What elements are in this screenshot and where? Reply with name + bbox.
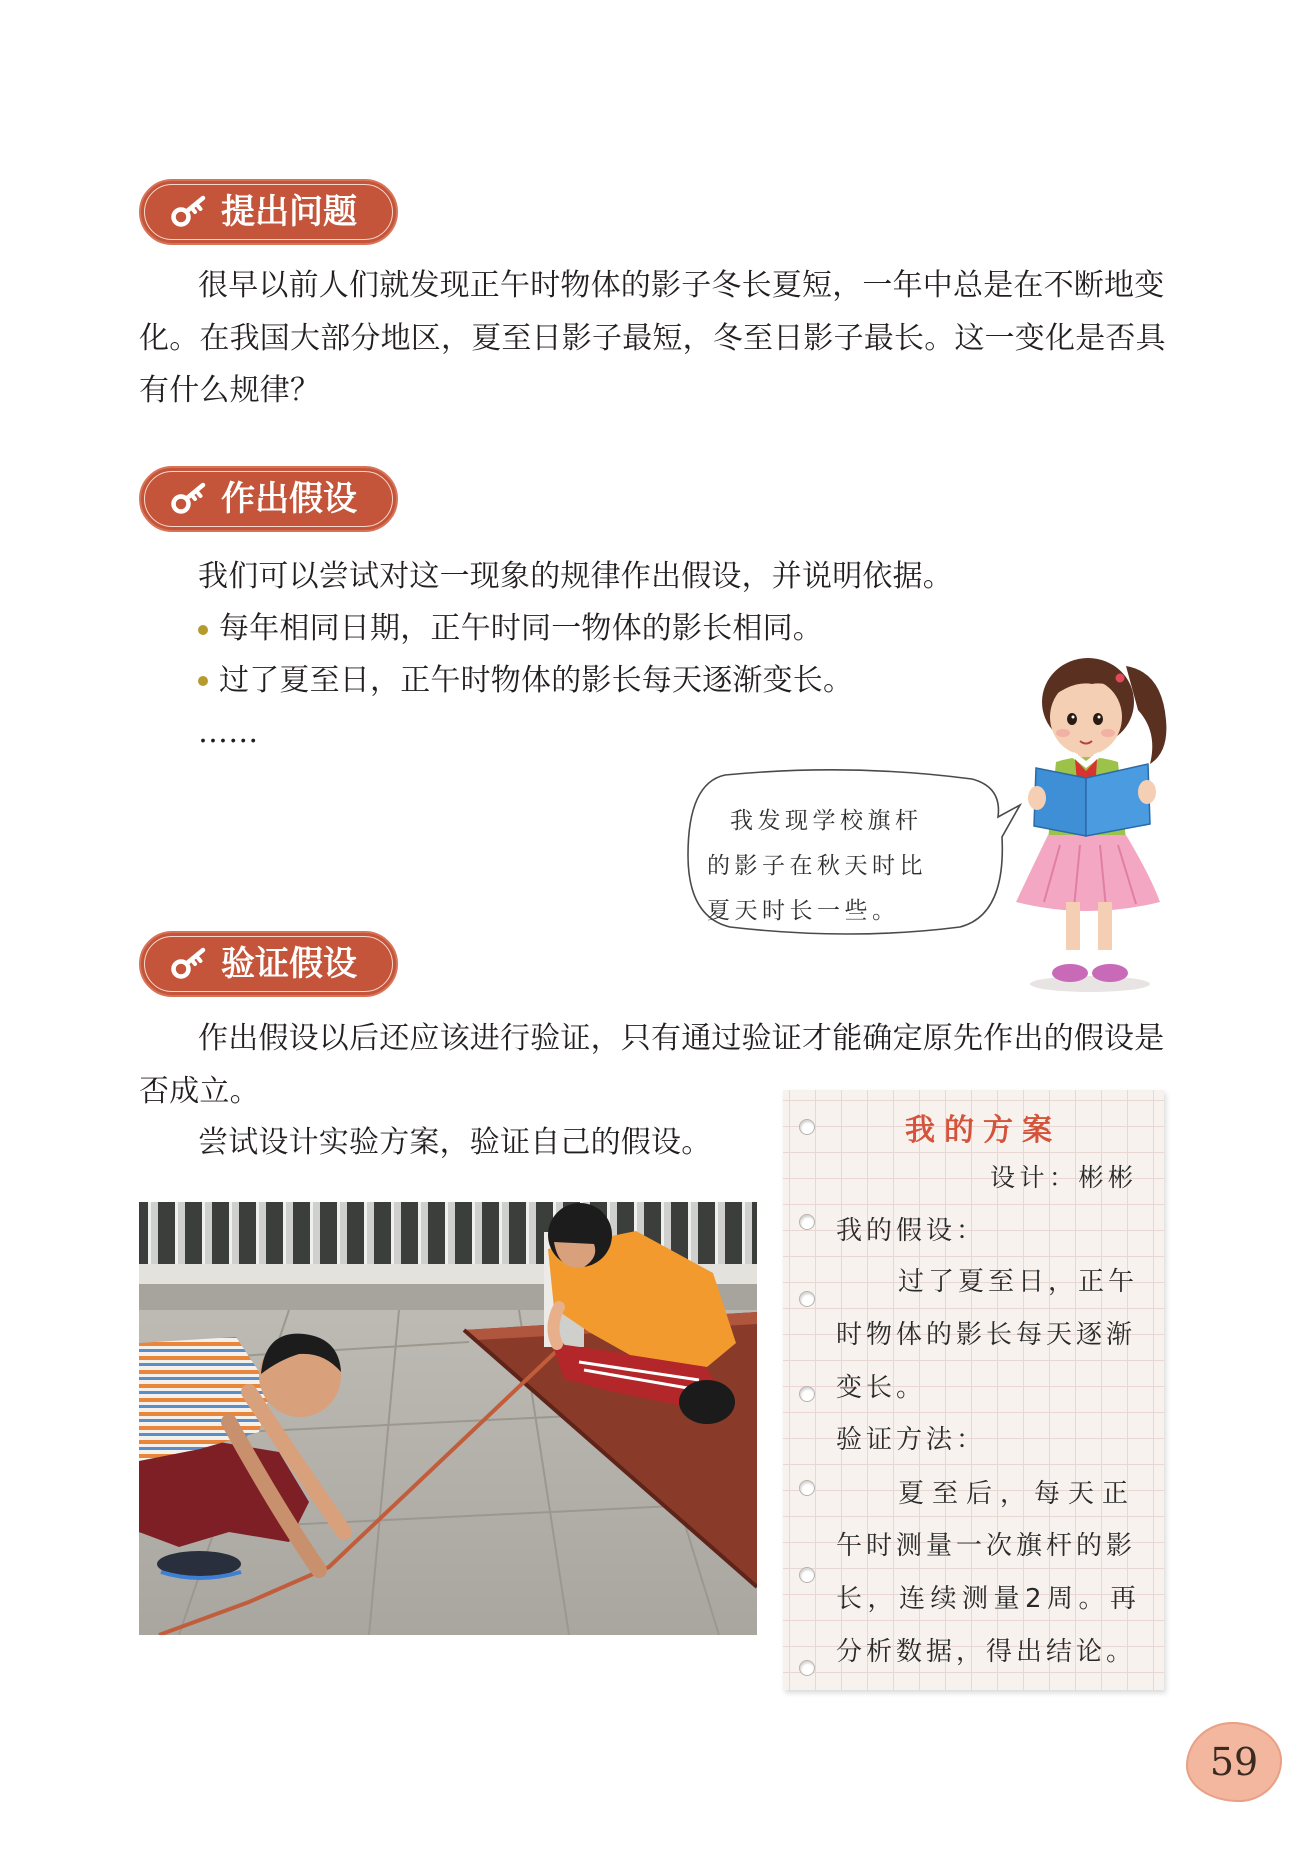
girl-reading-illustration [1000,640,1175,1000]
binder-hole [799,1214,815,1230]
plan-card-line: 时物体的影长每天逐渐 [836,1320,1137,1350]
plan-card-designer: 设计：彬彬 [990,1163,1138,1192]
paragraph-line: 化。在我国大部分地区，夏至日影子最短，冬至日影子最长。这一变化是否具 [139,321,1166,356]
binder-hole [799,1291,815,1307]
plan-card-line: 过了夏至日，正午 [898,1267,1139,1297]
plan-hypothesis-label: 我的假设： [836,1216,987,1246]
section-badge-verify [139,931,398,997]
section-title-hypothesis: 作出假设 [221,479,357,519]
list-item: 每年相同日期，正午时同一物体的影长相同。 [219,611,823,646]
hypothesis-intro: 我们可以尝试对这一现象的规律作出假设，并说明依据。 [198,559,953,594]
task-instruction: 尝试设计实验方案，验证自己的假设。 [198,1125,712,1160]
ellipsis: …… [198,715,259,750]
binder-hole [799,1660,815,1676]
section-badge-question [139,179,398,245]
page-number: 59 [1186,1722,1282,1802]
section-badge-hypothesis [139,466,398,532]
section-title-verify: 验证假设 [221,944,357,984]
binder-hole [799,1567,815,1583]
speech-bubble-line: 我发现学校旗杆 [730,808,923,834]
plan-card-line: 夏至后，每天正 [898,1479,1137,1509]
binder-hole [799,1386,815,1402]
binder-hole [799,1480,815,1496]
paragraph-line: 否成立。 [139,1074,260,1109]
photo-boys-measuring-shadow [139,1202,757,1635]
paragraph-line: 很早以前人们就发现正午时物体的影子冬长夏短，一年中总是在不断地变 [198,268,1165,303]
list-item: 过了夏至日，正午时物体的影长每天逐渐变长。 [219,663,854,698]
speech-bubble-line: 夏天时长一些。 [707,898,900,924]
plan-card-line: 午时测量一次旗杆的影 [836,1531,1137,1561]
speech-bubble-line: 的影子在秋天时比 [707,853,927,879]
plan-card-line: 变长。 [836,1373,927,1403]
plan-card-title: 我的方案 [905,1113,1061,1148]
paragraph-line: 作出假设以后还应该进行验证，只有通过验证才能确定原先作出的假设是 [198,1021,1165,1056]
plan-card [783,1090,1164,1690]
section-title-question: 提出问题 [221,192,357,232]
binder-hole [799,1119,815,1135]
plan-method-label: 验证方法： [836,1425,987,1455]
key-icon [169,481,209,517]
paragraph-line: 有什么规律？ [139,373,321,408]
plan-card-line: 分析数据，得出结论。 [836,1637,1137,1667]
bullet-dot [198,676,208,686]
key-icon [169,194,209,230]
key-icon [169,946,209,982]
bullet-dot [198,625,208,635]
plan-card-line: 长，连续测量2周。再 [836,1584,1142,1614]
